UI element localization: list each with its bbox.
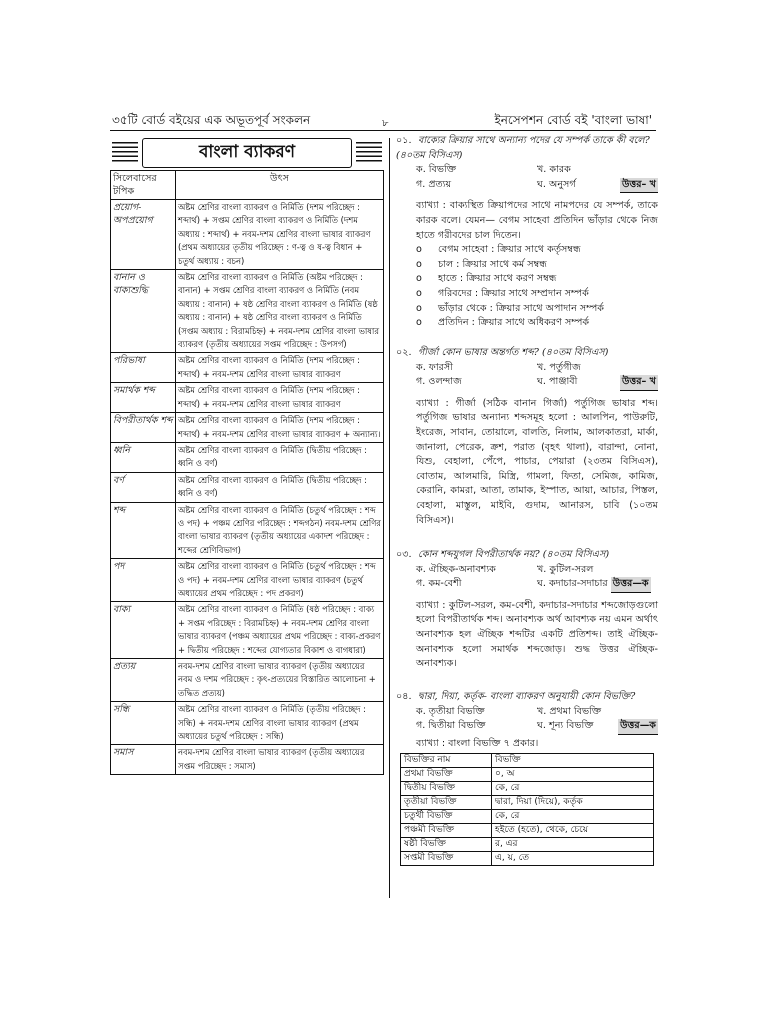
row-source: অষ্টম শ্রেণির বাংলা ব্যাকরণ ও নির্মিতি (দশম পরিচ্ছেদ : শব্দার্থ) + নবম-দশম শ্রেণির বাংলা ভাষার ব্যাকরণ [176, 383, 384, 413]
table-row [401, 768, 654, 782]
option-ka: ক. ঐচ্ছিক-অনাবশ্যক [416, 563, 496, 575]
cell-value: কে, রে [492, 810, 654, 824]
cell-value: র, এর [492, 838, 654, 852]
row-topic: প্রত্যয় [111, 659, 176, 702]
option-gha [537, 577, 658, 593]
list-item: o গরিবদের : ক্রিয়ার সাথে সম্প্রদান সম্পর্ক [416, 287, 658, 302]
option-ka: ক. বিভক্তি [416, 164, 457, 176]
option-kha: খ. পর্তুগীজ [537, 361, 581, 373]
header-rule [110, 130, 656, 131]
row-topic: বানান ও বাক্যশুদ্ধি [111, 270, 176, 353]
table-row [111, 200, 384, 270]
table-row [111, 270, 384, 353]
syllabus-header-row [111, 171, 384, 200]
option-kha: খ. কুটিল-সরল [537, 563, 594, 575]
option-gha-text: ঘ. পাঞ্জাবী [537, 376, 578, 388]
cell-value: ০, অ [492, 768, 654, 782]
bullet-list [416, 243, 658, 331]
option-ga: গ. প্রত্যয় [416, 178, 452, 190]
row-source: অষ্টম শ্রেণির বাংলা ব্যাকরণ ও নির্মিতি (চতুর্থ পরিচ্ছেদ : শব্দ ও পদ) + নবম-দশম শ্রেণির বাংলা ভাষার ব্যাকরণ (চতুর্থ অধ্যায়ের প্রথম পরিচ্ছেদ : পদ প্রকরণ) [176, 559, 384, 602]
cell-name: দ্বিতীয় বিভক্তি [401, 782, 492, 796]
cell-name: তৃতীয়া বিভক্তি [401, 796, 492, 810]
question-prompt: গীর্জা কোন ভাষার অন্তর্গত শব্দ? (৪০তম বিসিএস) [418, 347, 609, 358]
explanation: ব্যাখ্যা : কুটিল-সরল, কম-বেশী, কদাচার-সদাচার শব্দজোড়গুলো হলো বিপরীতার্থক শব্দ। অনাবশ্যক অর্থ আবশ্যক নয় এমন অর্থাৎ অনাবশ্যক হল ঐচ্ছিক শব্দটির একটি প্রতিশব্দ। তাই ঐচ্ছিক-অনাবশ্যক হলো সমার্থক শব্দজোড়। শুদ্ধ উত্তর ঐচ্ছিক-অনাবশ্যক। [416, 599, 658, 670]
table-row [111, 442, 384, 472]
question-3 [396, 548, 658, 672]
row-source: অষ্টম শ্রেণির বাংলা ব্যাকরণ ও নির্মিতি (ষষ্ঠ পরিচ্ছেদ : বাক্য + সপ্তম পরিচ্ছেদ : বিরামচিহ্ন) + নবম-দশম শ্রেণির বাংলা ভাষার ব্যাকরণ (পঞ্চম অধ্যায়ের প্রথম পরিচ্ছেদ : বাক্য-প্রকরণ + দ্বিতীয় পরিচ্ছেদ : শব্দের যোগ্যতার বিকাশ ও বাগধারা) [176, 602, 384, 659]
option-ga: গ. ওলন্দাজ [416, 376, 462, 388]
cell-value: হইতে (হতে), থেকে, চেয়ে [492, 824, 654, 838]
page-number: ৮ [382, 118, 389, 129]
cell-name: সপ্তমী বিভক্তি [401, 852, 492, 866]
row-topic: প্রয়োগ-অপপ্রয়োগ [111, 200, 176, 270]
header-left: ৩৫টি বোর্ড বইয়ের এক অভূতপূর্ব সংকলন [112, 113, 311, 127]
table-row [111, 559, 384, 602]
row-source: অষ্টম শ্রেণির বাংলা ব্যাকরণ ও নির্মিতি (দশম পরিচ্ছেদ : শব্দার্থ) + নবম-দশম শ্রেণির বাংলা ভাষার ব্যাকরণ [176, 353, 384, 383]
row-source: নবম-দশম শ্রেণির বাংলা ভাষার ব্যাকরণ (তৃতীয় অধ্যায়ের সপ্তম পরিচ্ছেদ : সমাস) [176, 745, 384, 775]
answer-badge: উত্তর– খ [620, 375, 658, 391]
question-1 [396, 134, 658, 331]
col-source-header: উৎস [176, 171, 384, 200]
answer-badge: উত্তর– খ [620, 178, 658, 194]
col-topic-header: সিলেবাসের টপিক [111, 171, 176, 200]
option-ka: ক. ফারসী [416, 361, 453, 373]
option-ga: গ. কম-বেশী [416, 578, 462, 590]
question-text [396, 134, 658, 163]
section-title-banner [110, 138, 384, 168]
row-source: অষ্টম শ্রেণির বাংলা ব্যাকরণ ও নির্মিতি (দশম পরিচ্ছেদ : শব্দার্থ) + সপ্তম শ্রেণির বাংলা ব্যাকরণ ও নির্মিতি (দশম অধ্যায় : শব্দার্থ) + নবম-দশম শ্রেণির বাংলা ভাষার ব্যাকরণ (প্রথম অধ্যায়ের তৃতীয় পরিচ্ছেদ : ণ-ত্ব ও ষ-ত্ব বিধান + চতুর্থ অধ্যায় : বচন) [176, 200, 384, 270]
row-source: অষ্টম শ্রেণির বাংলা ব্যাকরণ ও নির্মিতি (অষ্টম পরিচ্ছেদ : বানান) + সপ্তম শ্রেণির বাংলা ব্যাকরণ ও নির্মিতি (নবম অধ্যায় : বানান) + ষষ্ঠ শ্রেণির বাংলা ব্যাকরণ ও নির্মিতি (ষষ্ঠ অধ্যায় : বানান) + ষষ্ঠ শ্রেণির বাংলা ব্যাকরণ ও নির্মিতি (সপ্তম অধ্যায় : বিরামচিহ্ন) + নবম-দশম শ্রেণির বাংলা ভাষার ব্যাকরণ (তৃতীয় অধ্যায়ের সপ্তম পরিচ্ছেদ : উপসর্গ) [176, 270, 384, 353]
cell-name: পঞ্চমী বিভক্তি [401, 824, 492, 838]
explanation: ব্যাখ্যা : বাংলা বিভক্তি ৭ প্রকার। [416, 737, 539, 749]
table-row [401, 852, 654, 866]
option-kha: খ. কারক [537, 164, 571, 176]
table-header-row [401, 754, 654, 768]
cell-name: প্রথমা বিভক্তি [401, 768, 492, 782]
table-row [401, 838, 654, 852]
options [416, 705, 658, 735]
table-row [111, 602, 384, 659]
question-number: ০১. [396, 135, 412, 146]
table-row [401, 796, 654, 810]
question-text [396, 346, 658, 361]
list-item: o প্রতিদিন : ক্রিয়ার সাথে অধিকরণ সম্পর্ক [416, 316, 658, 331]
row-topic: সন্ধি [111, 702, 176, 745]
cell-name: ষষ্ঠী বিভক্তি [401, 838, 492, 852]
options [416, 361, 658, 391]
question-prompt: কোন শব্দযুগল বিপরীতার্থক নয়? (৪০তম বিসিএস) [418, 549, 610, 560]
question-text [396, 690, 658, 705]
explanation: ব্যাখ্যা : বাক্যস্থিত ক্রিয়াপদের সাথে নামপদের যে সম্পর্ক, তাকে কারক বলে। যেমন— বেগম সাহেবা প্রতিদিন ভাঁড়ার থেকে নিজ হাতে গরীবদের চাল দিতেন। [416, 200, 658, 241]
row-source: অষ্টম শ্রেণির বাংলা ব্যাকরণ ও নির্মিতি (চতুর্থ পরিচ্ছেদ : শব্দ ও পদ) + পঞ্চম শ্রেণির পরিচ্ছেদ : শব্দগঠন) নবম-দশম শ্রেণির বাংলা ভাষার ব্যাকরণ (তৃতীয় অধ্যায়ের একাদশ পরিচ্ছেদ : শব্দের শ্রেণিবিভাগ) [176, 502, 384, 559]
option-gha-text: ঘ. কদাচার-সদাচার [537, 578, 608, 590]
table-row [401, 782, 654, 796]
question-prompt: দ্বারা, দিয়া, কর্তৃক- বাংলা ব্যাকরণ অনুযায়ী কোন বিভক্তি? [418, 691, 636, 702]
table-row [111, 413, 384, 443]
row-topic: সমার্থক শব্দ [111, 383, 176, 413]
row-source: নবম-দশম শ্রেণির বাংলা ভাষার ব্যাকরণ (তৃতীয় অধ্যায়ের নবম ও দশম পরিচ্ছেদ : কৃৎ-প্রত্যয়ের বিস্তারিত আলোচনা + তদ্ধিত প্রত্যয়) [176, 659, 384, 702]
table-row [111, 659, 384, 702]
table-row [111, 502, 384, 559]
row-source: অষ্টম শ্রেণির বাংলা ব্যাকরণ ও নির্মিতি (দশম পরিচ্ছেদ : শব্দার্থ) + নবম-দশম শ্রেণির বাংলা ভাষার ব্যাকরণ + অন্যান্য। [176, 413, 384, 443]
table-row [111, 702, 384, 745]
question-prompt: বাক্যের ক্রিয়ার সাথে অন্যান্য পদের যে সম্পর্ক তাকে কী বলে? (৪০তম বিসিএস) [396, 135, 650, 161]
list-item: o বেগম সাহেবা : ক্রিয়ার সাথে কর্তৃসম্বন্ধ [416, 243, 658, 258]
row-topic: বাক্য [111, 602, 176, 659]
option-gha [537, 375, 658, 391]
cell-name: চতুর্থী বিভক্তি [401, 810, 492, 824]
row-topic: পরিভাষা [111, 353, 176, 383]
cell-value: কে, রে [492, 782, 654, 796]
option-kha: খ. প্রথমা বিভক্তি [537, 705, 602, 717]
table-row [401, 810, 654, 824]
cell-value: এ, য়, তে [492, 852, 654, 866]
row-topic: বিপরীতার্থক শব্দ [111, 413, 176, 443]
list-item: o ভাঁড়ার থেকে : ক্রিয়ার সাথে অপাদান সম্পর্ক [416, 302, 658, 317]
option-gha [537, 178, 658, 194]
row-source: অষ্টম শ্রেণির বাংলা ব্যাকরণ ও নির্মিতি (দ্বিতীয় পরিচ্ছেদ : ধ্বনি ও বর্ণ) [176, 472, 384, 502]
question-4 [396, 690, 658, 866]
options [416, 163, 658, 193]
question-text [396, 548, 658, 563]
header-right: ইনসেপশন বোর্ড বই 'বাংলা ভাষা' [494, 113, 652, 127]
table-row [111, 745, 384, 775]
row-topic: পদ [111, 559, 176, 602]
col-header: বিভক্তি [492, 754, 654, 768]
question-number: ০৪. [396, 691, 412, 702]
list-item: o চাল : ক্রিয়ার সাথে কর্ম সম্বন্ধ [416, 258, 658, 273]
question-number: ০২. [396, 347, 412, 358]
option-gha-text: ঘ. অনুসর্গ [537, 178, 576, 190]
row-topic: ধ্বনি [111, 442, 176, 472]
syllabus-table [110, 170, 384, 775]
option-gha [537, 719, 658, 735]
section-title: বাংলা ব্যাকরণ [142, 138, 352, 168]
option-ka: ক. তৃতীয়া বিভক্তি [416, 705, 485, 717]
row-topic: বর্ণ [111, 472, 176, 502]
list-item: o হাতে : ক্রিয়ার সাথে করণ সম্বন্ধ [416, 272, 658, 287]
options [416, 563, 658, 593]
cell-value: দ্বারা, দিয়া (দিয়ে), কর্তৃক [492, 796, 654, 810]
bibhakti-table [400, 753, 654, 866]
question-number: ০৩. [396, 549, 412, 560]
table-row [111, 472, 384, 502]
row-source: অষ্টম শ্রেণির বাংলা ব্যাকরণ ও নির্মিতি (তৃতীয় পরিচ্ছেদ : সন্ধি) + নবম-দশম শ্রেণির বাংলা ভাষার ব্যাকরণ (প্রথম অধ্যায়ের চতুর্থ পরিচ্ছেদ : সন্ধি) [176, 702, 384, 745]
stripe-decoration-right [356, 142, 382, 164]
col-header: বিভক্তির নাম [401, 754, 492, 768]
column-divider [389, 138, 390, 898]
stripe-decoration-left [112, 142, 138, 164]
option-ga: গ. দ্বিতীয়া বিভক্তি [416, 720, 486, 732]
explanation: ব্যাখ্যা : গীর্জা (সঠিক বানান গির্জা) পর্তুগিজ ভাষার শব্দ। পর্তুগিজ ভাষার অন্যান্য শব্দসমূহ হলো : আলপিন, পাউরুটি, ইংরেজ, সাবান, তোয়ালে, বালতি, নিলাম, আলকাতরা, মার্কা, জানালা, পেরেক, ক্রশ, পরাত (বৃহৎ থালা), বারান্দা, নোনা, যিশু, বেহালা, পেঁপে, পাচার, পেয়ারা (২৩তম বিসিএস), বোতাম, আলমারি, মিস্ত্রি, গামলা, ফিতা, সেমিজ, কামিজ, কেরানি, কামরা, আতা, তামাক, ইস্পাত, আয়া, আচার, পিস্তল, বেহালা, মাস্তুল, মাইবি, গুদাম, আনারস, চাবি (১০তম বিসিএস)। [416, 397, 658, 526]
answer-badge: উত্তর—ক [611, 577, 651, 593]
answer-badge: উত্তর—ক [618, 719, 658, 735]
question-2 [396, 346, 658, 528]
row-source: অষ্টম শ্রেণির বাংলা ব্যাকরণ ও নির্মিতি (দ্বিতীয় পরিচ্ছেদ : ধ্বনি ও বর্ণ) [176, 442, 384, 472]
table-row [111, 383, 384, 413]
row-topic: সমাস [111, 745, 176, 775]
option-gha-text: ঘ. শূন্য বিভক্তি [537, 720, 594, 732]
table-row [401, 824, 654, 838]
row-topic: শব্দ [111, 502, 176, 559]
table-row [111, 353, 384, 383]
